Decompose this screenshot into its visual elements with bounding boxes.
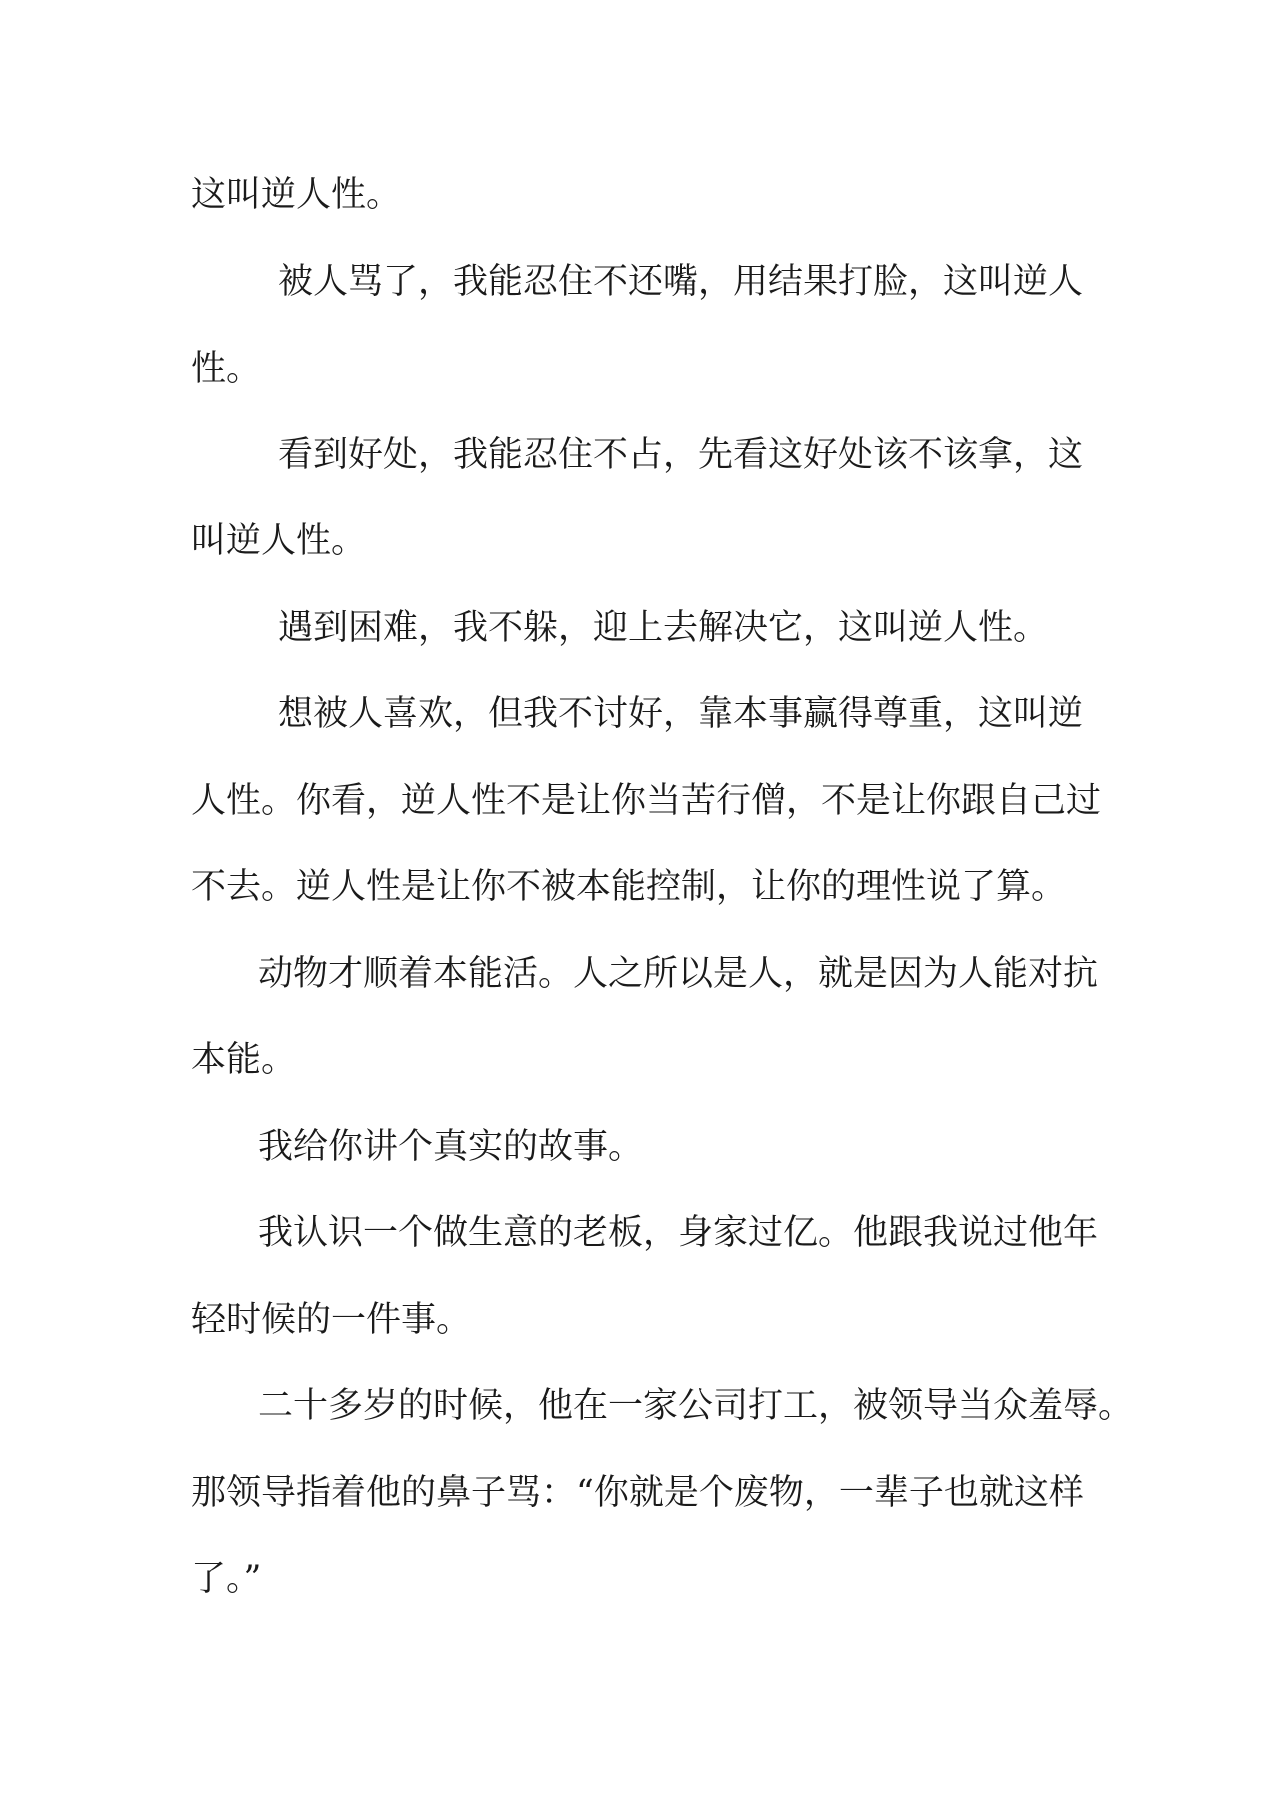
text-line: 叫逆人性。 [191, 521, 367, 561]
text-line: 遇到困难，我不躲，迎上去解决它，这叫逆人性。 [278, 608, 1049, 648]
text-line: 我给你讲个真实的故事。 [258, 1127, 644, 1167]
text-line: 轻时候的一件事。 [191, 1300, 472, 1340]
text-line: 看到好处，我能忍住不占，先看这好处该不该拿，这 [278, 435, 1084, 475]
text-line: 性。 [191, 349, 262, 389]
text-line: 这叫逆人性。 [191, 175, 402, 215]
text-line: 本能。 [191, 1040, 297, 1080]
text-line: 不去。逆人性是让你不被本能控制，让你的理性说了算。 [191, 867, 1067, 907]
text-line: 被人骂了，我能忍住不还嘴，用结果打脸，这叫逆人 [278, 262, 1084, 302]
text-line: 那领导指着他的鼻子骂：“你就是个废物，一辈子也就这样 [191, 1473, 1084, 1513]
text-line: 二十多岁的时候，他在一家公司打工，被领导当众羞辱。 [258, 1386, 1134, 1426]
text-line: 我认识一个做生意的老板，身家过亿。他跟我说过他年 [258, 1213, 1099, 1253]
text-line: 想被人喜欢，但我不讨好，靠本事赢得尊重，这叫逆 [278, 694, 1084, 734]
text-line: 了。” [191, 1559, 262, 1599]
text-line: 动物才顺着本能活。人之所以是人，就是因为人能对抗 [258, 954, 1099, 994]
text-line: 人性。你看，逆人性不是让你当苦行僧，不是让你跟自己过 [191, 781, 1102, 821]
